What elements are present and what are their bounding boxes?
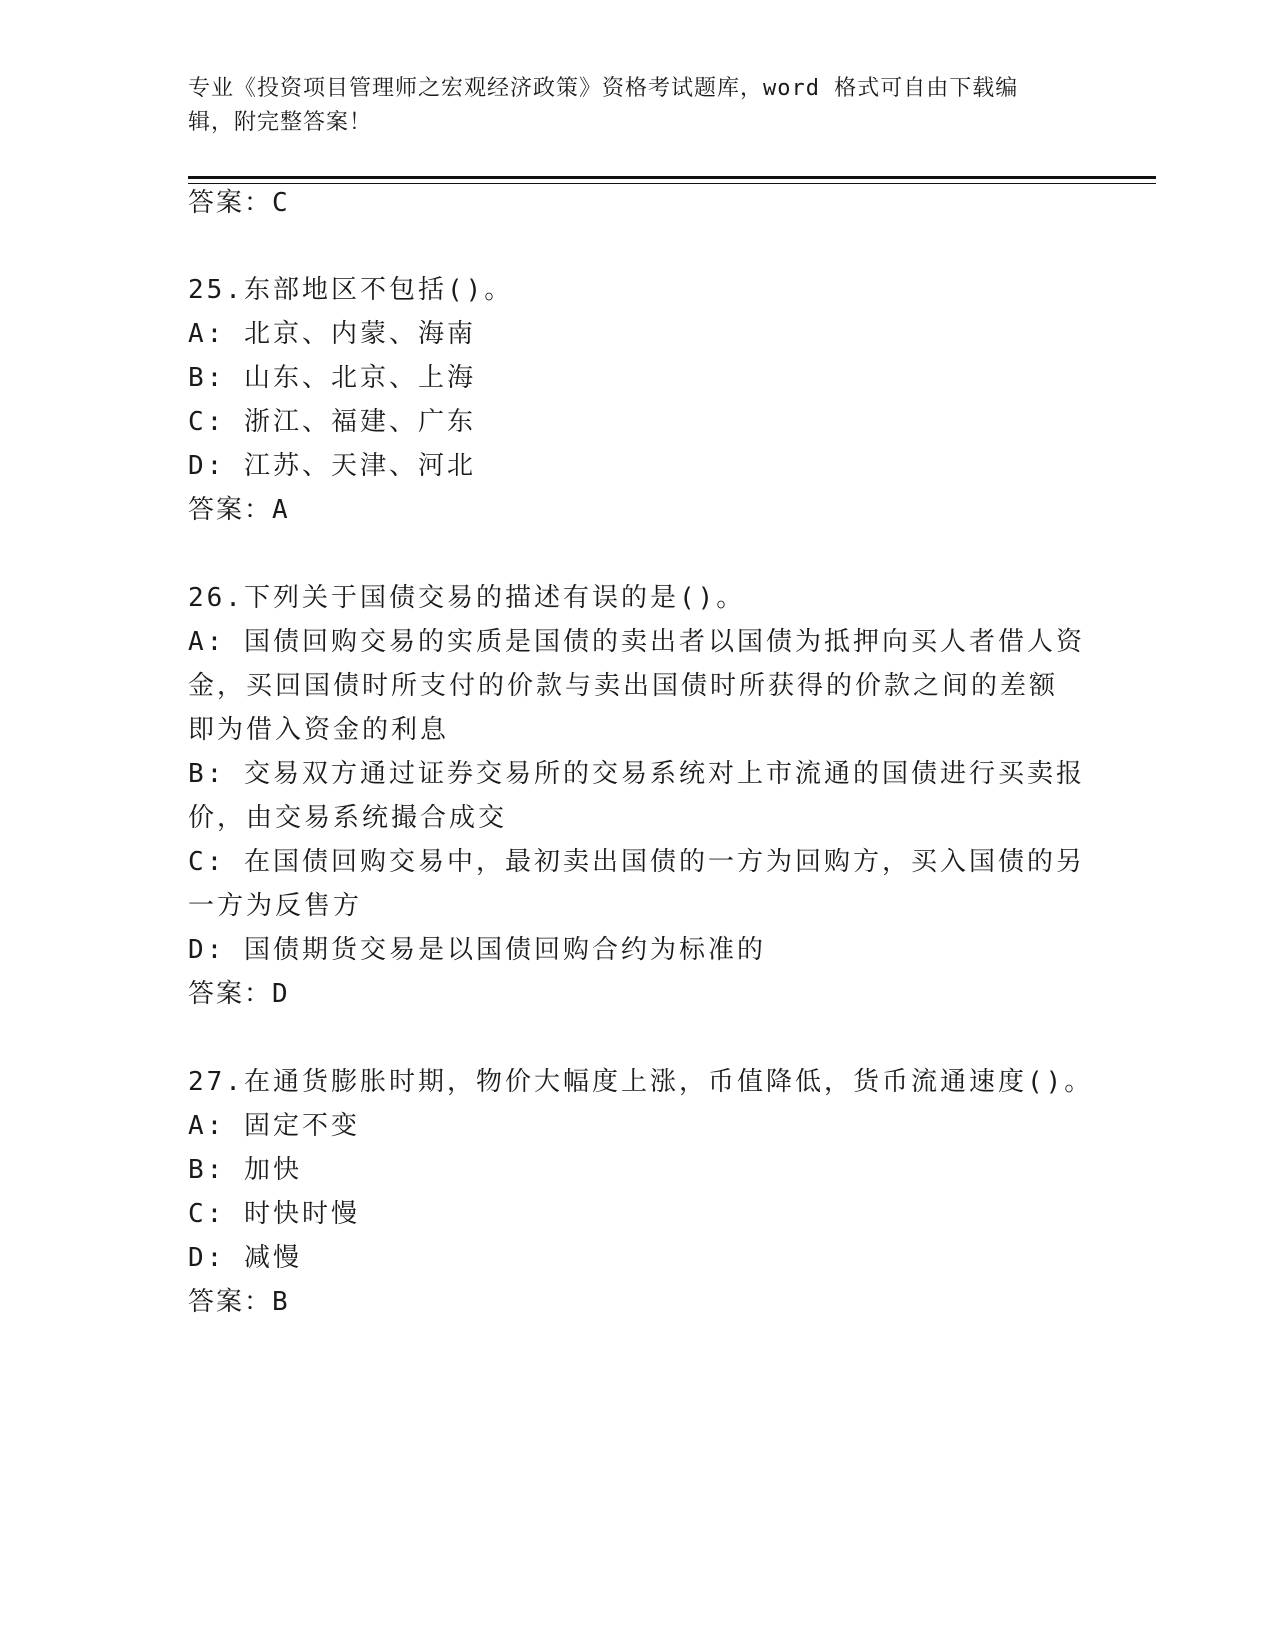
question-26-stem: 26.下列关于国债交易的描述有误的是()。 [188,583,746,613]
header-rule-thick [188,176,1156,179]
answer-label: 答案： [188,188,273,218]
question-27-option-a: A: 固定不变 [188,1111,360,1141]
answer-value: D [272,979,288,1009]
question-26-option-d: D: 国债期货交易是以国债回购合约为标准的 [188,935,766,965]
document-header [188,72,1068,140]
question-27-stem: 27.在通货膨胀时期，物价大幅度上涨，币值降低，货币流通速度()。 [188,1067,1094,1097]
answer-line-26 [188,976,288,1012]
answer-value: C [272,188,288,218]
question-25-option-b: B: 山东、北京、上海 [188,363,476,393]
header-line-2: 辑，附完整答案！ [188,110,373,135]
question-26-option-a-line-3: 即为借入资金的利息 [188,715,450,745]
answer-label: 答案： [188,979,273,1009]
question-27-option-c: C: 时快时慢 [188,1199,360,1229]
answer-line-25 [188,492,288,528]
answer-label: 答案： [188,495,273,525]
question-26-option-b-line-2: 价，由交易系统撮合成交 [188,803,508,833]
answer-line-27 [188,1284,288,1320]
question-26-option-c-line-1: C: 在国债回购交易中，最初卖出国债的一方为回购方，买入国债的另 [188,847,1085,877]
header-line-1: 专业《投资项目管理师之宏观经济政策》资格考试题库，word 格式可自由下载编 [188,76,1019,101]
answer-value: A [272,495,288,525]
question-25-option-a: A: 北京、内蒙、海南 [188,319,476,349]
question-27-option-d: D: 减慢 [188,1243,302,1273]
answer-line-prev [188,185,288,221]
question-26-option-a-line-2: 金，买回国债时所支付的价款与卖出国债时所获得的价款之间的差额 [188,671,1059,701]
question-25-stem: 25.东部地区不包括()。 [188,275,514,305]
header-rule-thin [188,183,1156,184]
question-26-option-b-line-1: B: 交易双方通过证券交易所的交易系统对上市流通的国债进行买卖报 [188,759,1085,789]
question-27-option-b: B: 加快 [188,1155,302,1185]
answer-label: 答案： [188,1287,273,1317]
answer-value: B [272,1287,288,1317]
question-25-option-c: C: 浙江、福建、广东 [188,407,476,437]
question-26-option-c-line-2: 一方为反售方 [188,891,363,921]
question-26-option-a-line-1: A: 国债回购交易的实质是国债的卖出者以国债为抵押向买人者借人资 [188,627,1085,657]
question-25-option-d: D: 江苏、天津、河北 [188,451,476,481]
